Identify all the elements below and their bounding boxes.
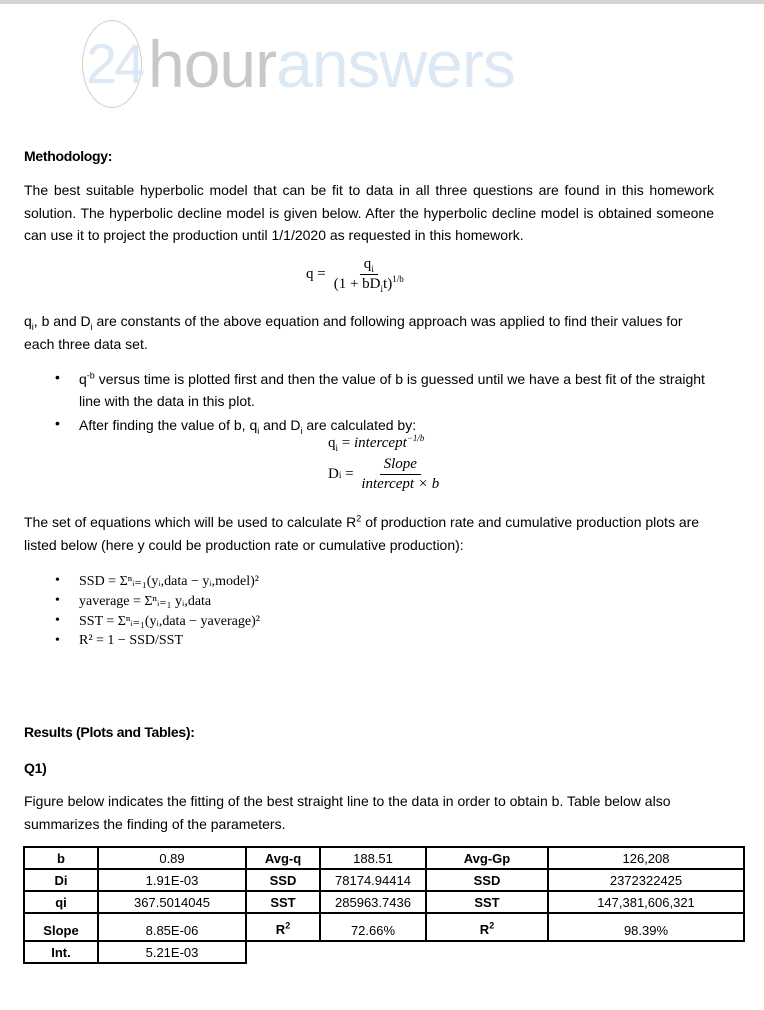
logo-hour: hour [148, 27, 277, 101]
table-cell: 1.91E-03 [98, 869, 246, 891]
table-cell: 8.85E-06 [98, 913, 246, 941]
table-cell: SST [246, 891, 320, 913]
table-cell: 188.51 [320, 847, 426, 869]
b1-sup: -b [86, 370, 95, 381]
b2-sub: i [257, 425, 260, 436]
r2-p2: of production rate and cumulative production plots are listed below (here y could be production rate or cumulative production): [24, 514, 700, 553]
q1-description: Figure below indicates the fitting of the best straight line to the data in order to obtain b. Table below also summarizes the finding of the parameters. [24, 793, 671, 832]
table-cell: Di [24, 869, 98, 891]
table-row [24, 891, 744, 913]
table-cell: 0.89 [98, 847, 246, 869]
table-cell-r2: $R^2$ [246, 913, 320, 941]
eq-exp: 1/b [392, 274, 404, 284]
eq-den-rest: t) [383, 276, 393, 292]
constants-paragraph [24, 310, 714, 355]
formula-yaverage [55, 591, 260, 611]
b1-pre: q [79, 371, 87, 387]
table-cell: 367.5014045 [98, 891, 246, 913]
di-lhs: D [328, 466, 339, 482]
qi-lhs-sub: i [335, 443, 339, 453]
b2-end: are calculated by: [302, 417, 417, 433]
cp1-sub: i [31, 321, 34, 332]
qi-equation [328, 435, 424, 452]
table-cell: Slope [24, 913, 98, 941]
cp1: q [24, 313, 32, 329]
results-heading: Results (Plots and Tables): [24, 724, 195, 740]
eq-den-sub: i [380, 284, 384, 294]
eq-lhs: q = [306, 266, 326, 282]
table-cell: 2372322425 [548, 869, 744, 891]
table-cell: qi [24, 891, 98, 913]
table-cell: 285963.7436 [320, 891, 426, 913]
formula-ssd [55, 571, 260, 591]
methodology-heading: Methodology: [24, 148, 113, 164]
cp2-sub: i [90, 321, 93, 332]
table-cell: Int. [24, 941, 98, 963]
approach-bullet-2 [79, 414, 719, 436]
table-row [24, 941, 744, 963]
top-border [0, 0, 764, 4]
di-num: Slope [380, 456, 421, 475]
formula-sst [55, 611, 260, 631]
di-eq: = [341, 466, 358, 482]
bullet-icon: • [55, 369, 60, 385]
empty-cell [246, 941, 744, 963]
formula-list [55, 571, 260, 651]
table-cell: 147,381,606,321 [548, 891, 744, 913]
qi-rhs-sup: −1/b [406, 433, 425, 443]
table-cell: 98.39% [548, 913, 744, 941]
di-den: intercept × b [361, 476, 440, 492]
table-cell: 5.21E-03 [98, 941, 246, 963]
cp2: , b and D [33, 313, 91, 329]
b2-mid: and D [259, 417, 301, 433]
formula-r2 [55, 631, 260, 651]
table-cell: SSD [246, 869, 320, 891]
formula-text: yaverage = Σⁿᵢ₌₁ yᵢ,data [79, 593, 212, 609]
logo-answers: answers [276, 27, 515, 101]
table-row [24, 869, 744, 891]
di-equation: D i = $\frac{\text{Slope}}{\text{intercept × b}}$ [328, 456, 443, 493]
r2-intro-paragraph [24, 511, 714, 556]
bullet-icon: • [55, 593, 60, 608]
table-cell: 126,208 [548, 847, 744, 869]
approach-bullet-1 [79, 368, 719, 412]
bullet-icon: • [55, 415, 60, 431]
r2-p1: The set of equations which will be used to calculate R [24, 514, 357, 530]
bullet-icon: • [55, 613, 60, 628]
table-cell: Avg-Gp [426, 847, 548, 869]
formula-text: SSD = Σⁿᵢ₌₁(yᵢ,data − yᵢ,model)² [79, 573, 260, 589]
table-cell: SST [426, 891, 548, 913]
eq-num-sub: i [371, 264, 374, 274]
qi-eq: = [338, 435, 354, 451]
table-row [24, 913, 744, 941]
table-cell: 72.66% [320, 913, 426, 941]
cp3: are constants of the above equation and following approach was applied to find their values for each three data set. [24, 313, 683, 352]
b1-text: versus time is plotted first and then the value of b is guessed until we have a best fit of the straight line with the data in this plot. [79, 371, 705, 409]
methodology-intro: The best suitable hyperbolic model that can be fit to data in all three questions are found in this homework solution. The hyperbolic decline model is given below. After the hyperbolic decline model is obtained someone can use it to project the production until 1/1/2020 as requested in this homework. [24, 182, 714, 243]
table-cell: SSD [426, 869, 548, 891]
results-table [23, 846, 745, 964]
table-cell: Avg-q [246, 847, 320, 869]
r2-sup: 2 [356, 513, 362, 524]
qi-rhs: intercept [353, 435, 407, 451]
table-cell: b [24, 847, 98, 869]
eq-num: q [363, 256, 372, 272]
formula-text: SST = Σⁿᵢ₌₁(yᵢ,data − yaverage)² [79, 613, 260, 629]
bullet-icon: • [55, 573, 60, 588]
table-row [24, 847, 744, 869]
table-cell: 78174.94414 [320, 869, 426, 891]
table-cell-r2: $R^2$ [426, 913, 548, 941]
bullet-icon: • [55, 633, 60, 648]
hyperbolic-equation [306, 256, 408, 293]
qi-lhs: q [328, 435, 336, 451]
logo-wordmark [148, 26, 515, 102]
q1-heading: Q1) [24, 760, 47, 776]
b2-sub2: i [300, 425, 303, 436]
logo-number: 24 [86, 32, 143, 95]
b2-text: After finding the value of b, q [79, 417, 258, 433]
eq-den: (1 + bD [333, 276, 381, 292]
formula-text: R² = 1 − SSD/SST [79, 633, 184, 648]
